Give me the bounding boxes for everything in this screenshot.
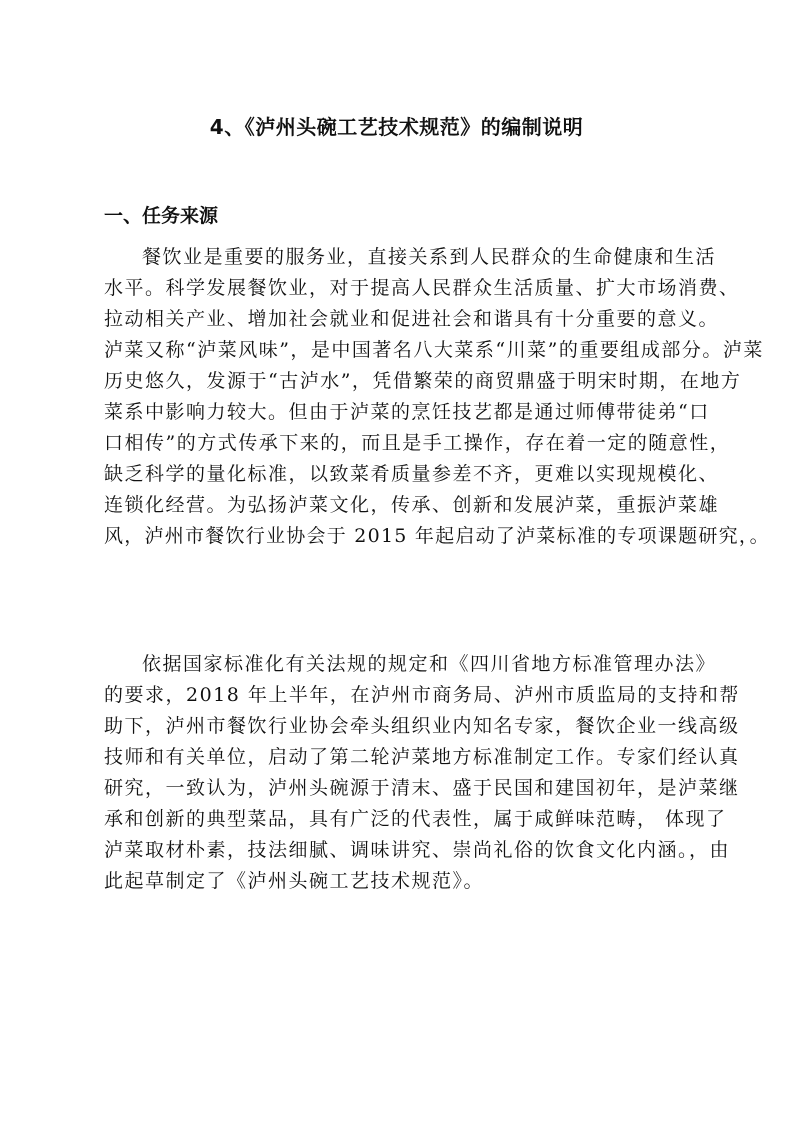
paragraph-line: 助下，泸州市餐饮行业协会牵头组织业内知名专家，餐饮企业一线高级 xyxy=(104,715,740,737)
paragraph-line: 餐饮业是重要的服务业，直接关系到人民群众的生命健康和生活 xyxy=(142,246,717,268)
paragraph-line: 此起草制定了《泸州头碗工艺技术规范》。 xyxy=(104,870,485,892)
paragraph-line: 缺乏科学的量化标准，以致菜肴质量参差不齐，更难以实现规模化、 xyxy=(104,463,720,485)
body-paragraph-1 xyxy=(104,242,770,552)
paragraph-line: 依据国家标准化有关法规的规定和《四川省地方标准管理办法》 xyxy=(142,653,717,675)
paragraph-line: 连锁化经营。为弘扬泸菜文化，传承、创新和发展泸菜，重振泸菜雄 xyxy=(104,494,720,516)
paragraph-line: 技师和有关单位，启动了第二轮泸菜地方标准制定工作。专家们经认真 xyxy=(104,746,740,768)
paragraph-line: 菜系中影响力较大。但由于泸菜的烹饪技艺都是通过师傅带徒弟“口 xyxy=(104,401,710,423)
paragraph-line: 的要求，2018 年上半年，在泸州市商务局、泸州市质监局的支持和帮 xyxy=(104,684,740,706)
paragraph-line: 口相传”的方式传承下来的，而且是手工操作，存在着一定的随意性， xyxy=(104,432,731,454)
paragraph-line: 泸菜又称“泸菜风味”，是中国著名八大菜系“川菜”的重要组成部分。泸菜 xyxy=(104,339,764,361)
section-heading: 一、任务来源 xyxy=(104,205,219,227)
paragraph-line: 研究，一致认为，泸州头碗源于清末、盛于民国和建国初年，是泸菜继 xyxy=(104,777,740,799)
document-title: 4、《泸州头碗工艺技术规范》的编制说明 xyxy=(209,115,584,139)
paragraph-line: 水平。科学发展餐饮业，对于提高人民群众生活质量、扩大市场消费、 xyxy=(104,277,740,299)
paragraph-line: 历史悠久，发源于“古泸水”，凭借繁荣的商贸鼎盛于明宋时期，在地方 xyxy=(104,370,742,392)
paragraph-line: 拉动相关产业、增加社会就业和促进社会和谐具有十分重要的意义。 xyxy=(104,308,720,330)
paragraph-line: 泸菜取材朴素，技法细腻、调味讲究、崇尚礼俗的饮食文化内涵。，由 xyxy=(104,839,731,861)
body-paragraph-2 xyxy=(104,649,744,897)
paragraph-line: 承和创新的典型菜品，具有广泛的代表性，属于咸鲜味范畴， 体现了 xyxy=(104,808,727,830)
paragraph-line: 风，泸州市餐饮行业协会于 2015 年起启动了泸菜标准的专项课题研究，。 xyxy=(104,525,770,547)
